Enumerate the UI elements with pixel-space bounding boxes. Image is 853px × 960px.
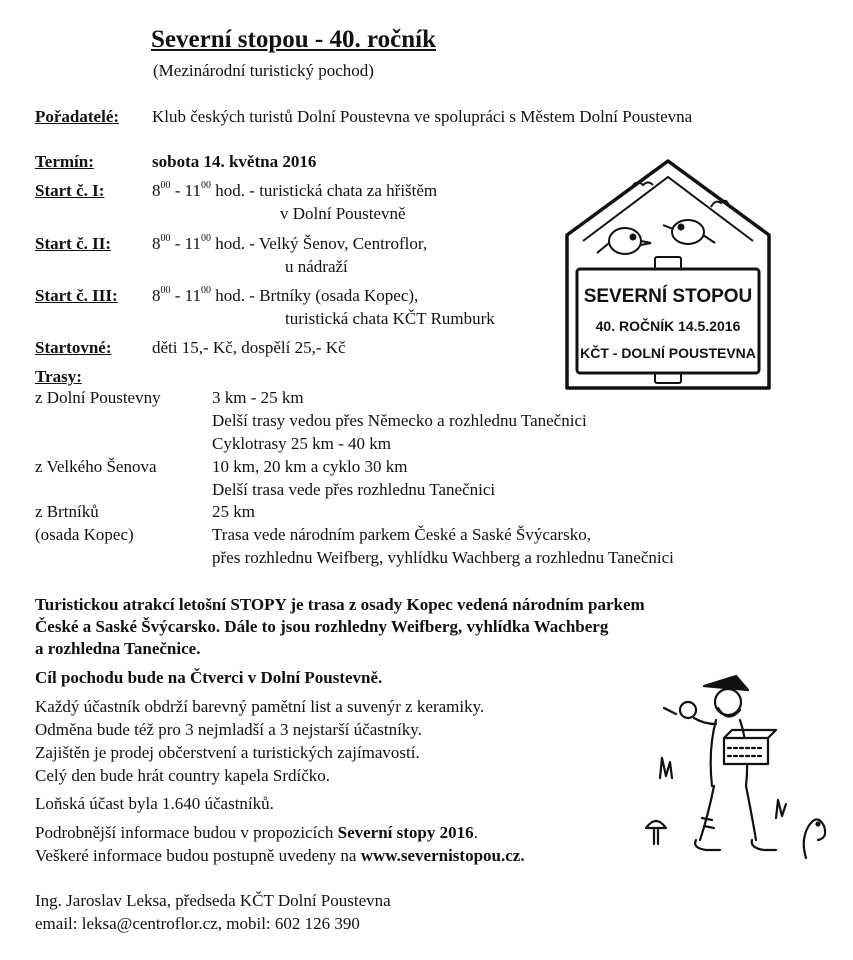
route-from: (osada Kopec)	[35, 525, 134, 544]
start-2-place: u nádraží	[285, 257, 348, 276]
more-info-line-2: Veškeré informace budou postupně uvedeny na www.severnistopou.cz.	[35, 846, 525, 865]
info-line: Odměna bude též pro 3 nejmladší a 3 nejstarší účastníky.	[35, 720, 422, 739]
info-line: Celý den bude hrát country kapela Srdíčko.	[35, 766, 331, 785]
page-subtitle: (Mezinárodní turistický pochod)	[153, 61, 374, 80]
start-3-time: $8^{00} - 11^{00}$ hod. - Brtníky (osada Kopec),	[152, 285, 419, 305]
more-info-line-1: Podrobnější informace budou v propozicích Severní stopy 2016.	[35, 823, 478, 842]
stamp-line-1: SEVERNÍ STOPOU	[583, 286, 753, 307]
route-text: 10 km, 20 km a cyklo 30 km	[212, 457, 408, 476]
stamp-line-2: 40. ROČNÍK 14.5.2016	[595, 318, 741, 334]
website-link[interactable]: www.severnistopou.cz.	[360, 846, 525, 865]
goal-text: Cíl pochodu bude na Čtverci v Dolní Poustevně.	[35, 668, 383, 687]
routes-label: Trasy:	[35, 367, 82, 386]
route-text: Cyklotrasy 25 km - 40 km	[212, 434, 391, 453]
route-from: z Brtníků	[35, 502, 99, 521]
page-title: Severní stopou - 40. ročník	[151, 26, 436, 53]
fee-text: děti 15,- Kč, dospělí 25,- Kč	[152, 338, 346, 357]
term-label: Termín:	[35, 152, 94, 171]
organizer-text: Klub českých turistů Dolní Poustevna ve spolupráci s Městem Dolní Poustevna	[152, 107, 693, 126]
start-3-label: Start č. III:	[35, 286, 118, 305]
hiker-illustration	[636, 668, 836, 868]
contact-details: email: leksa@centroflor.cz, mobil: 602 126 390	[35, 914, 360, 933]
route-text: Trasa vede národním parkem České a Saské Švýcarsko,	[212, 525, 591, 544]
route-from: z Dolní Poustevny	[35, 388, 161, 407]
start-3-place: turistická chata KČT Rumburk	[285, 309, 495, 328]
organizer-label: Pořadatelé:	[35, 107, 120, 126]
bird-right-icon	[663, 220, 715, 244]
route-text: Delší trasa vede přes rozhlednu Tanečnici	[212, 480, 496, 499]
term-text: sobota 14. května 2016	[152, 152, 317, 171]
start-2-label: Start č. II:	[35, 234, 112, 253]
attraction-line: a rozhledna Tanečnice.	[35, 639, 201, 658]
route-text: přes rozhlednu Weifberg, vyhlídku Wachberg a rozhlednu Tanečnici	[212, 548, 674, 567]
route-text: Delší trasy vedou přes Německo a rozhlednu Tanečnici	[212, 411, 587, 430]
start-1-place: v Dolní Poustevně	[280, 204, 406, 223]
info-line: Zajištěn je prodej občerstvení a turistických zajímavostí.	[35, 743, 420, 762]
route-text: 3 km - 25 km	[212, 388, 304, 407]
route-from: z Velkého Šenova	[35, 457, 157, 476]
contact-name: Ing. Jaroslav Leksa, předseda KČT Dolní Poustevna	[35, 891, 391, 910]
start-1-label: Start č. I:	[35, 181, 105, 200]
last-year-text: Loňská účast byla 1.640 účastníků.	[35, 794, 274, 813]
start-2-time: $8^{00} - 11^{00}$ hod. - Velký Šenov, Centroflor,	[152, 233, 428, 253]
start-1-time: $8^{00} - 11^{00}$ hod. - turistická chata za hřištěm	[152, 180, 438, 200]
route-text: 25 km	[212, 502, 255, 521]
fee-label: Startovné:	[35, 338, 112, 357]
attraction-line: České a Saské Švýcarsko. Dále to jsou rozhledny Weifberg, vyhlídka Wachberg	[35, 617, 609, 636]
bird-left-icon	[597, 228, 651, 254]
stamp-logo	[563, 157, 773, 392]
attraction-line: Turistickou atrakcí letošní STOPY je trasa z osady Kopec vedená národním parkem	[35, 595, 645, 614]
stamp-line-3: KČT - DOLNÍ POUSTEVNA	[580, 345, 756, 361]
info-line: Každý účastník obdrží barevný pamětní list a suvenýr z keramiky.	[35, 697, 485, 716]
